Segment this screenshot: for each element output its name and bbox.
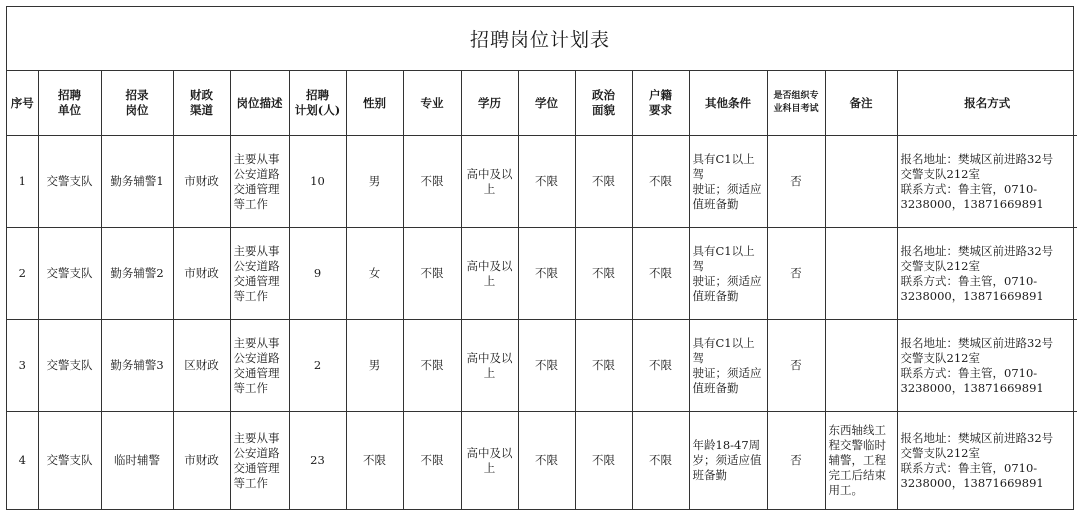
cell-degree: 不限 [518,320,575,412]
cell-remark [825,320,897,412]
cell-politics: 不限 [575,320,632,412]
cell-plan: 9 [289,228,346,320]
cell-remark [825,228,897,320]
table-body [7,136,1077,510]
cell-seq: 1 [7,136,38,228]
table-row [7,136,1077,228]
cell-gender: 男 [346,136,403,228]
header-apply: 报名方式 [897,71,1077,136]
header-desc: 岗位描述 [230,71,289,136]
cell-exam: 否 [767,320,825,412]
recruitment-table [7,71,1077,510]
cell-degree: 不限 [518,412,575,510]
cell-unit: 交警支队 [38,228,101,320]
cell-remark [825,136,897,228]
cell-gender: 女 [346,228,403,320]
cell-unit: 交警支队 [38,136,101,228]
cell-desc: 主要从事 公安道路 交通管理 等工作 [230,412,289,510]
cell-exam: 否 [767,412,825,510]
header-finance: 财政 渠道 [173,71,230,136]
header-other: 其他条件 [689,71,767,136]
cell-apply: 报名地址：樊城区前进路32号 交警支队212室 联系方式：鲁主管，0710- 3238000，13871669891 [897,412,1077,510]
header-seq: 序号 [7,71,38,136]
cell-finance: 市财政 [173,136,230,228]
cell-hukou: 不限 [632,412,689,510]
cell-finance: 区财政 [173,320,230,412]
cell-apply: 报名地址：樊城区前进路32号 交警支队212室 联系方式：鲁主管，0710- 3238000，13871669891 [897,136,1077,228]
cell-gender: 不限 [346,412,403,510]
header-major: 专业 [403,71,461,136]
cell-seq: 3 [7,320,38,412]
cell-post: 临时辅警 [101,412,173,510]
cell-gender: 男 [346,320,403,412]
cell-major: 不限 [403,320,461,412]
cell-desc: 主要从事 公安道路 交通管理 等工作 [230,136,289,228]
cell-seq: 4 [7,412,38,510]
header-degree: 学位 [518,71,575,136]
cell-plan: 23 [289,412,346,510]
header-gender: 性别 [346,71,403,136]
cell-apply: 报名地址：樊城区前进路32号 交警支队212室 联系方式：鲁主管，0710- 3238000，13871669891 [897,228,1077,320]
cell-major: 不限 [403,136,461,228]
cell-desc: 主要从事 公安道路 交通管理 等工作 [230,320,289,412]
cell-post: 勤务辅警1 [101,136,173,228]
cell-plan: 10 [289,136,346,228]
cell-education: 高中及以 上 [461,320,518,412]
cell-exam: 否 [767,228,825,320]
header-education: 学历 [461,71,518,136]
cell-post: 勤务辅警2 [101,228,173,320]
cell-remark: 东西轴线工 程交警临时 辅警，工程 完工后结束 用工。 [825,412,897,510]
table-row [7,412,1077,510]
cell-politics: 不限 [575,136,632,228]
cell-politics: 不限 [575,412,632,510]
cell-major: 不限 [403,412,461,510]
cell-education: 高中及以 上 [461,136,518,228]
cell-education: 高中及以 上 [461,228,518,320]
header-plan: 招聘 计划(人) [289,71,346,136]
cell-other: 具有C1以上驾 驶证；须适应 值班备勤 [689,136,767,228]
cell-seq: 2 [7,228,38,320]
header-hukou: 户籍 要求 [632,71,689,136]
header-remark: 备注 [825,71,897,136]
header-politics: 政治 面貌 [575,71,632,136]
cell-unit: 交警支队 [38,412,101,510]
header-unit: 招聘 单位 [38,71,101,136]
cell-post: 勤务辅警3 [101,320,173,412]
cell-exam: 否 [767,136,825,228]
cell-plan: 2 [289,320,346,412]
cell-other: 年龄18-47周 岁；须适应值 班备勤 [689,412,767,510]
cell-apply: 报名地址：樊城区前进路32号 交警支队212室 联系方式：鲁主管，0710- 3238000，13871669891 [897,320,1077,412]
cell-other: 具有C1以上驾 驶证；须适应 值班备勤 [689,228,767,320]
page-title: 招聘岗位计划表 [7,7,1073,71]
cell-major: 不限 [403,228,461,320]
cell-degree: 不限 [518,136,575,228]
cell-education: 高中及以 上 [461,412,518,510]
table-row [7,228,1077,320]
cell-degree: 不限 [518,228,575,320]
cell-unit: 交警支队 [38,320,101,412]
header-exam: 是否组织专 业科目考试 [767,71,825,136]
cell-hukou: 不限 [632,228,689,320]
cell-hukou: 不限 [632,320,689,412]
cell-finance: 市财政 [173,412,230,510]
table-row [7,320,1077,412]
header-post: 招录 岗位 [101,71,173,136]
cell-hukou: 不限 [632,136,689,228]
header-row [7,71,1077,136]
cell-other: 具有C1以上驾 驶证；须适应 值班备勤 [689,320,767,412]
cell-politics: 不限 [575,228,632,320]
recruitment-plan-sheet [6,6,1074,510]
cell-finance: 市财政 [173,228,230,320]
cell-desc: 主要从事 公安道路 交通管理 等工作 [230,228,289,320]
